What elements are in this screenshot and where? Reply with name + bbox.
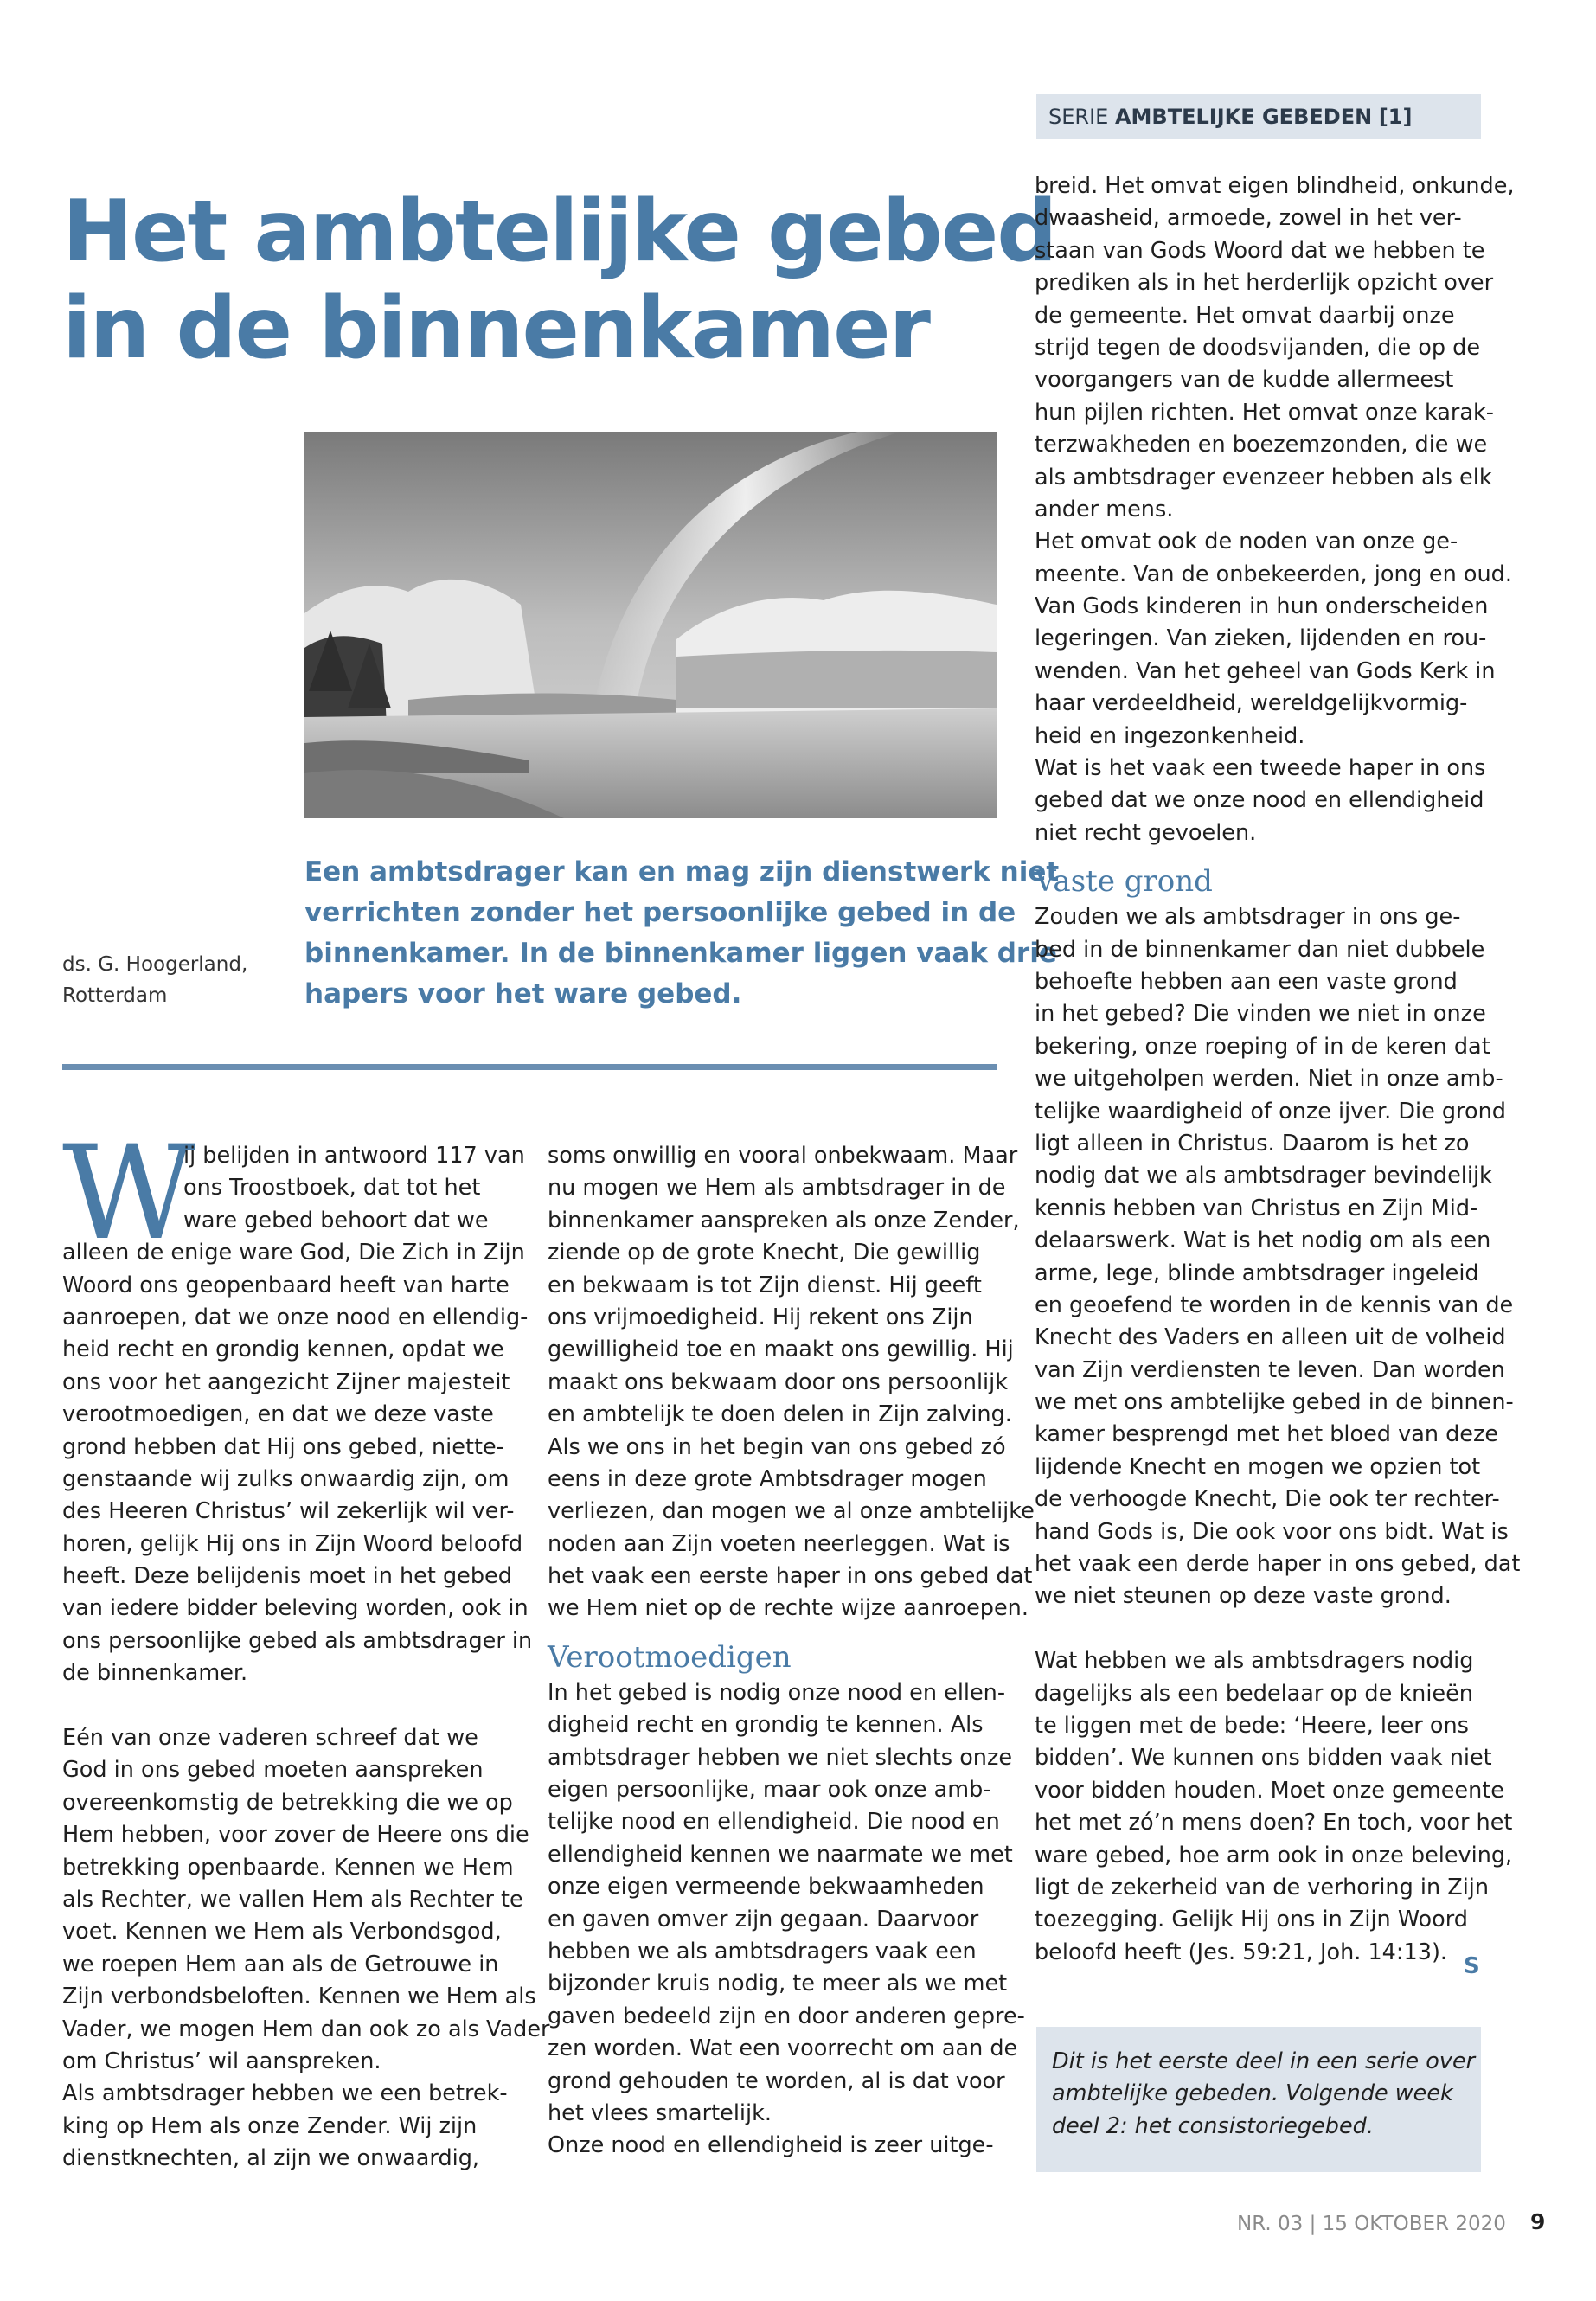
text-line: horen, gelijk Hij ons in Zijn Woord beloofd xyxy=(62,1530,523,1557)
text-line: God in ons gebed moeten aanspreken xyxy=(62,1757,484,1784)
subheading-vaste-grond: Vaste grond xyxy=(1035,864,1213,900)
text-line: we Hem niet op de rechte wijze aanroepen. xyxy=(548,1595,1029,1622)
text-line: ons Troostboek, dat tot het xyxy=(183,1175,481,1202)
text-line: overeenkomstig de betrekking die we op xyxy=(62,1789,513,1816)
series-number: [1] xyxy=(1378,105,1413,129)
intro-line: binnenkamer. In de binnenkamer liggen vaak drie xyxy=(304,938,1057,969)
text-line: te liggen met de bede: ‘Heere, leer ons xyxy=(1035,1712,1469,1739)
text-line: staan van Gods Woord dat we hebben te xyxy=(1035,237,1485,264)
text-line: verliezen, dan mogen we al onze ambtelijke xyxy=(548,1498,1035,1525)
text-line: heid en ingezonkenheid. xyxy=(1035,722,1305,749)
text-line: Eén van onze vaderen schreef dat we xyxy=(62,1725,478,1752)
text-line: ligt alleen in Christus. Daarom is het zo xyxy=(1035,1130,1470,1157)
text-line: meente. Van de onbekeerden, jong en oud. xyxy=(1035,561,1512,587)
text-line: verootmoedigen, en dat we deze vaste xyxy=(62,1401,494,1428)
text-line: grond gehouden te worden, al is dat voor xyxy=(548,2067,1005,2094)
text-line: voet. Kennen we Hem als Verbondsgod, xyxy=(62,1919,502,1945)
text-line: als ambtsdrager evenzeer hebben als elk xyxy=(1035,464,1492,490)
text-line: strijd tegen de doodsvijanden, die op de xyxy=(1035,334,1481,361)
text-line: ware gebed, hoe arm ook in onze beleving, xyxy=(1035,1842,1513,1868)
text-line: dwaasheid, armoede, zowel in het ver- xyxy=(1035,205,1462,232)
text-line: voorgangers van de kudde allermeest xyxy=(1035,367,1454,394)
text-line: gebed dat we onze nood en ellendigheid xyxy=(1035,787,1484,814)
text-line: en ambtelijk te doen delen in Zijn zalving. xyxy=(548,1401,1012,1428)
title-line-2: in de binnenkamer xyxy=(62,279,929,378)
text-line: kennis hebben van Christus en Zijn Mid- xyxy=(1035,1195,1478,1221)
text-line: noden aan Zijn voeten neerleggen. Wat is xyxy=(548,1530,1010,1557)
text-line: heid recht en grondig kennen, opdat we xyxy=(62,1336,504,1363)
text-line: voor bidden houden. Moet onze gemeente xyxy=(1035,1777,1504,1804)
text-line: Van Gods kinderen in hun onderscheiden xyxy=(1035,593,1489,620)
series-title: AMBTELIJKE GEBEDEN xyxy=(1114,105,1373,129)
text-line: betrekking openbaarde. Kennen we Hem xyxy=(62,1854,514,1881)
text-line: dagelijks als een bedelaar op de knieën xyxy=(1035,1680,1473,1707)
article-column-3 xyxy=(1035,170,1521,1969)
intro-line: hapers voor het ware gebed. xyxy=(304,978,742,1009)
series-tag xyxy=(1036,94,1481,139)
text-line: we uitgeholpen werden. Niet in onze amb- xyxy=(1035,1066,1503,1093)
text-line: Onze nood en ellendigheid is zeer uitge- xyxy=(548,2132,994,2159)
text-line: Hem hebben, voor zover de Heere ons die xyxy=(62,1822,529,1849)
text-line: gewilligheid toe en maakt ons gewillig. Hij xyxy=(548,1336,1014,1363)
intro-line: Een ambtsdrager kan en mag zijn dienstwerk niet xyxy=(304,856,1060,888)
text-line: eigen persoonlijke, maar ook onze amb- xyxy=(548,1777,991,1804)
text-line: genstaande wij zulks onwaardig zijn, om xyxy=(62,1465,510,1492)
text-line: lijdende Knecht en mogen we opzien tot xyxy=(1035,1453,1481,1480)
article-column-2 xyxy=(548,1140,1035,2163)
text-line: digheid recht en grondig te kennen. Als xyxy=(548,1712,984,1739)
text-line: ambtsdrager hebben we niet slechts onze xyxy=(548,1744,1013,1771)
text-line: bed in de binnenkamer dan niet dubbele xyxy=(1035,936,1485,963)
series-note xyxy=(1036,2027,1481,2172)
text-line: Woord ons geopenbaard heeft van harte xyxy=(62,1272,510,1298)
text-line: heeft. Deze belijdenis moet in het gebed xyxy=(62,1563,512,1590)
text-line: behoefte hebben aan een vaste grond xyxy=(1035,968,1458,995)
text-line: Zouden we als ambtsdrager in ons ge- xyxy=(1035,904,1461,931)
text-line: ander mens. xyxy=(1035,496,1174,522)
note-line: ambtelijke gebeden. Volgende week xyxy=(1052,2080,1453,2107)
text-line: niet recht gevoelen. xyxy=(1035,819,1257,846)
text-line: soms onwillig en vooral onbekwaam. Maar xyxy=(548,1143,1018,1169)
text-line: zen worden. Wat een voorrecht om aan de xyxy=(548,2035,1018,2062)
text-line: aanroepen, dat we onze nood en ellendig- xyxy=(62,1304,529,1330)
text-line: ligt de zekerheid van de verhoring in Zijn xyxy=(1035,1874,1490,1900)
text-line: Wat hebben we als ambtsdragers nodig xyxy=(1035,1648,1474,1675)
text-line: des Heeren Christus’ wil zekerlijk wil ver- xyxy=(62,1498,515,1525)
text-line: ons voor het aangezicht Zijner majesteit xyxy=(62,1368,510,1395)
text-line: ons vrijmoedigheid. Hij rekent ons Zijn xyxy=(548,1304,973,1330)
intro-lead xyxy=(304,852,1060,1015)
text-line: legeringen. Van zieken, lijdenden en rou- xyxy=(1035,625,1487,652)
text-line: In het gebed is nodig onze nood en ellen- xyxy=(548,1679,1006,1706)
text-line: de gemeente. Het omvat daarbij onze xyxy=(1035,302,1455,329)
page-number: 9 xyxy=(1530,2209,1546,2234)
text-line: hand Gods is, Die ook voor ons bidt. Wat is xyxy=(1035,1518,1509,1545)
issue-footer: NR. 03 | 15 OKTOBER 2020 xyxy=(1237,2213,1506,2235)
text-line: toezegging. Gelijk Hij ons in Zijn Woord xyxy=(1035,1907,1468,1933)
text-line: arme, lege, blinde ambtsdrager ingeleid xyxy=(1035,1259,1479,1286)
text-line: terzwakheden en boezemzonden, die we xyxy=(1035,432,1488,458)
author-byline xyxy=(62,949,287,1011)
text-line: Als we ons in het begin van ons gebed zó xyxy=(548,1433,1006,1460)
text-line: hun pijlen richten. Het omvat onze karak- xyxy=(1035,399,1494,426)
text-line: we met ons ambtelijke gebed in de binnen- xyxy=(1035,1389,1514,1416)
text-line: ellendigheid kennen we naarmate we met xyxy=(548,1841,1013,1868)
text-line: eens in deze grote Ambtsdrager mogen xyxy=(548,1465,987,1492)
text-line: nu mogen we Hem als ambtsdrager in de xyxy=(548,1175,1006,1202)
text-line: we niet steunen op deze vaste grond. xyxy=(1035,1583,1452,1610)
note-line: Dit is het eerste deel in een serie over xyxy=(1052,2048,1476,2074)
text-line: Zijn verbondsbeloften. Kennen we Hem als xyxy=(62,1984,536,2010)
author-name: ds. G. Hoogerland, xyxy=(62,953,248,976)
text-line: en geoefend te worden in de kennis van de xyxy=(1035,1292,1514,1318)
text-line: het met zó’n mens doen? En toch, voor het xyxy=(1035,1810,1513,1836)
text-line: ij belijden in antwoord 117 van xyxy=(183,1143,525,1169)
divider-rule xyxy=(62,1064,997,1070)
text-line: om Christus’ wil aanspreken. xyxy=(62,2048,381,2074)
text-line: binnenkamer aanspreken als onze Zender, xyxy=(548,1207,1020,1234)
text-line: het vaak een eerste haper in ons gebed dat xyxy=(548,1563,1033,1590)
text-line: bidden’. We kunnen ons bidden vaak niet xyxy=(1035,1745,1492,1772)
text-line: nodig dat we als ambtsdrager bevindelijk xyxy=(1035,1163,1492,1189)
text-line: haar verdeeldheid, wereldgelijkvormig- xyxy=(1035,690,1468,717)
landscape-photo xyxy=(304,432,997,818)
text-line: Als ambtsdrager hebben we een betrek- xyxy=(62,2080,508,2107)
text-line: Knecht des Vaders en alleen uit de volheid xyxy=(1035,1324,1506,1351)
text-line: alleen de enige ware God, Die Zich in Zijn xyxy=(62,1240,525,1266)
text-line: Het omvat ook de noden van onze ge- xyxy=(1035,529,1458,555)
end-of-article-icon: S xyxy=(1464,1953,1480,1979)
article-column-1 xyxy=(62,1140,550,2176)
article-title xyxy=(62,183,1056,378)
intro-line: verrichten zonder het persoonlijke gebed in de xyxy=(304,897,1016,928)
text-line: als Rechter, we vallen Hem als Rechter te xyxy=(62,1886,523,1913)
series-prefix: SERIE xyxy=(1048,105,1109,129)
text-line: de verhoogde Knecht, Die ook ter rechter- xyxy=(1035,1486,1500,1513)
text-line: onze eigen vermeende bekwaamheden xyxy=(548,1874,984,1900)
text-line: dienstknechten, al zijn we onwaardig, xyxy=(62,2145,480,2172)
text-line: wenden. Van het geheel van Gods Kerk in xyxy=(1035,657,1496,684)
text-line: maakt ons bekwaam door ons persoonlijk xyxy=(548,1368,1008,1395)
text-line: van iedere bidder beleving worden, ook in xyxy=(62,1595,529,1622)
text-line: delaarswerk. Wat is het nodig om als een xyxy=(1035,1227,1491,1254)
text-line: de binnenkamer. xyxy=(62,1660,248,1687)
subheading-verootmoedigen: Verootmoedigen xyxy=(548,1639,792,1675)
text-line: Vader, we mogen Hem dan ook zo als Vader xyxy=(62,2016,550,2042)
text-line: gaven bedeeld zijn en door anderen gepre- xyxy=(548,2003,1025,2029)
text-line: grond hebben dat Hij ons gebed, niette- xyxy=(62,1433,504,1460)
title-line-1: Het ambtelijke gebed xyxy=(62,183,1056,281)
text-line: prediken als in het herderlijk opzicht over xyxy=(1035,270,1494,297)
text-line: ziende op de grote Knecht, Die gewillig xyxy=(548,1240,981,1266)
author-place: Rotterdam xyxy=(62,984,168,1007)
text-line: hebben we als ambtsdragers vaak een xyxy=(548,1938,977,1965)
text-line: ons persoonlijke gebed als ambtsdrager in xyxy=(62,1627,533,1654)
text-line: bijzonder kruis nodig, te meer als we met xyxy=(548,1971,1008,1997)
text-line: en gaven omver zijn gegaan. Daarvoor xyxy=(548,1906,979,1932)
text-line: in het gebed? Die vinden we niet in onze xyxy=(1035,1001,1486,1028)
text-line: het vlees smartelijk. xyxy=(548,2099,772,2126)
text-line: beloofd heeft (Jes. 59:21, Joh. 14:13). xyxy=(1035,1939,1447,1965)
text-line: we roepen Hem aan als de Getrouwe in xyxy=(62,1951,499,1977)
note-line: deel 2: het consistoriegebed. xyxy=(1052,2112,1374,2139)
drop-cap: W xyxy=(62,1118,196,1269)
text-line: telijke waardigheid of onze ijver. Die grond xyxy=(1035,1098,1506,1125)
text-line: king op Hem als onze Zender. Wij zijn xyxy=(62,2112,478,2139)
text-line: kamer besprengd met het bloed van deze xyxy=(1035,1421,1499,1448)
text-line: en bekwaam is tot Zijn dienst. Hij geeft xyxy=(548,1272,982,1298)
text-line: telijke nood en ellendigheid. Die nood en xyxy=(548,1809,1000,1836)
text-line: breid. Het omvat eigen blindheid, onkunde, xyxy=(1035,173,1515,199)
text-line: het vaak een derde haper in ons gebed, dat xyxy=(1035,1551,1521,1578)
text-line: Wat is het vaak een tweede haper in ons xyxy=(1035,755,1486,782)
text-line: ware gebed behoort dat we xyxy=(183,1207,489,1234)
text-line: bekering, onze roeping of in de keren dat xyxy=(1035,1033,1490,1060)
text-line: van Zijn verdiensten te leven. Dan worden xyxy=(1035,1356,1505,1383)
